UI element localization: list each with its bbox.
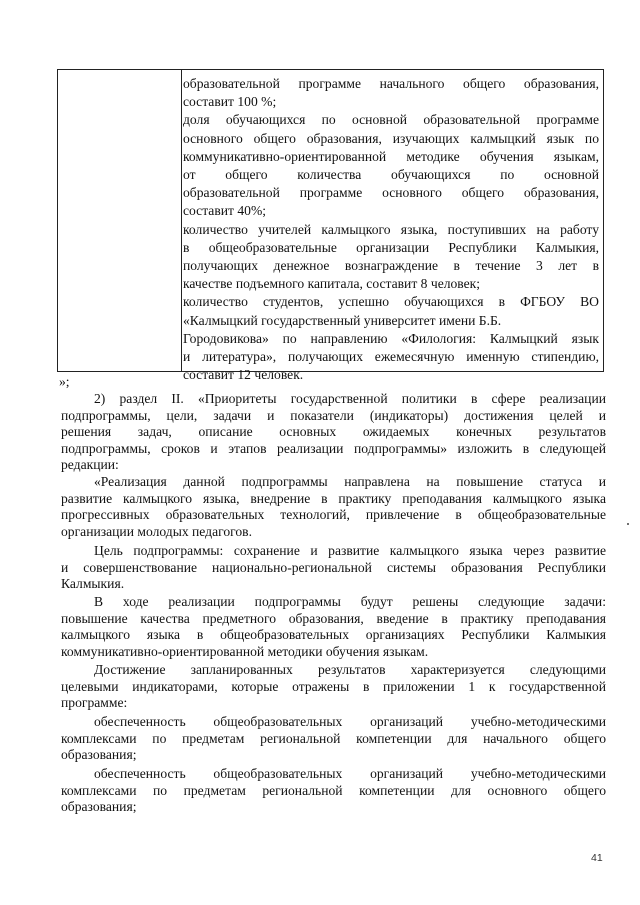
table-cell-line: коммуникативно-ориентированной методике обучения языкам, — [183, 148, 599, 164]
closing-quote: »; — [59, 374, 70, 389]
paragraph-line: развитие калмыцкого языка, внедрение в практику преподавания калмыцкого языка — [61, 490, 606, 506]
paragraph-line: образования; — [61, 747, 137, 763]
table-cell-line: составит 12 человек. — [183, 367, 304, 383]
indicator-table — [57, 69, 604, 383]
scan-speck — [627, 523, 629, 525]
paragraph-line: повышение качества предметного образования, введение в практику преподавания — [61, 610, 606, 626]
table-cell-line: количество учителей калмыцкого языка, поступивших на работу — [183, 221, 599, 237]
paragraph-goal — [61, 543, 606, 593]
table-cell-line: количество студентов, успешно обучающихся в ФГБОУ ВО — [183, 294, 599, 310]
paragraph-line: 2) раздел II. «Приоритеты государственной политики в сфере реализации — [94, 391, 606, 406]
paragraph-tasks — [61, 594, 606, 660]
table-cell-line: получающих денежное вознаграждение в течение 3 лет в — [183, 258, 599, 274]
paragraph-line: комплексами по предметам региональной компетенции для начального общего — [61, 730, 606, 746]
paragraph-line: Цель подпрограммы: сохранение и развитие калмыцкого языка через развитие — [94, 543, 606, 558]
table-cell-line: основного общего образования, изучающих калмыцкий язык по — [183, 130, 599, 146]
paragraph-line: редакции: — [61, 457, 119, 473]
paragraph-line: коммуникативно-ориентированной методики обучения языкам. — [61, 643, 429, 659]
paragraph-line: подпрограммы, сроков и этапов реализации подпрограммы» изложить в следующей — [61, 440, 606, 456]
table-cell-line: от общего количества обучающихся по основной — [183, 167, 599, 183]
table-cell-line: образовательной программе основного общего образования, — [183, 185, 599, 201]
paragraph-line: обеспеченность общеобразовательных организаций учебно-методическими — [94, 766, 606, 781]
page-number: 41 — [591, 852, 603, 864]
paragraph-realization — [61, 474, 606, 540]
paragraph-line: подпрограммы, цели, задачи и показатели (индикаторы) достижения целей и — [61, 407, 606, 423]
paragraph-line: комплексами по предметам региональной компетенции для основного общего — [61, 782, 606, 798]
table-cell-line: образовательной программе начального общего образования, — [183, 76, 599, 91]
table-right-cell — [183, 75, 599, 384]
table-cell-line: составит 40%; — [183, 203, 267, 219]
paragraph-results — [61, 662, 606, 712]
table-cell-line: доля обучающихся по основной образовательной программе — [183, 112, 599, 128]
table-left-cell — [58, 70, 182, 371]
paragraph-line: и совершенствование национально-региональной системы образования Республики — [61, 559, 606, 575]
table-cell-line: Городовикова» по направлению «Филология: Калмыцкий язык — [183, 330, 599, 346]
paragraph-indicator-basic — [61, 766, 606, 816]
table-cell-line: «Калмыцкий государственный университет имени Б.Б. — [183, 312, 502, 328]
paragraph-indicator-primary — [61, 714, 606, 764]
table-cell-line: и литература», получающих ежемесячную именную стипендию, — [183, 349, 599, 365]
paragraph-line: образования; — [61, 799, 137, 815]
paragraph-line: В ходе реализации подпрограммы будут решены следующие задачи: — [94, 594, 606, 609]
paragraph-line: Достижение запланированных результатов характеризуется следующими — [94, 662, 606, 677]
paragraph-line: прогрессивных образовательных технологий, привлечение в общеобразовательные — [61, 507, 606, 523]
table-cell-line: качестве подъемного капитала, составит 8 человек; — [183, 276, 481, 292]
paragraph-line: калмыцкого языка в общеобразовательных организациях Республики Калмыкия — [61, 627, 606, 643]
paragraph-line: организации молодых педагогов. — [61, 523, 252, 539]
paragraph-line: решения задач, описание основных ожидаемых конечных результатов — [61, 424, 606, 440]
paragraph-section-2 — [61, 391, 606, 474]
paragraph-line: обеспеченность общеобразовательных организаций учебно-методическими — [94, 714, 606, 729]
table-cell-line: в общеобразовательные организации Республики Калмыкия, — [183, 239, 599, 255]
paragraph-line: Калмыкия. — [61, 576, 125, 592]
paragraph-line: программе: — [61, 695, 128, 711]
paragraph-line: целевыми индикаторами, которые отражены в приложении 1 к государственной — [61, 678, 606, 694]
paragraph-line: «Реализация данной подпрограммы направлена на повышение статуса и — [94, 474, 606, 489]
table-cell-line: составит 100 %; — [183, 94, 277, 110]
